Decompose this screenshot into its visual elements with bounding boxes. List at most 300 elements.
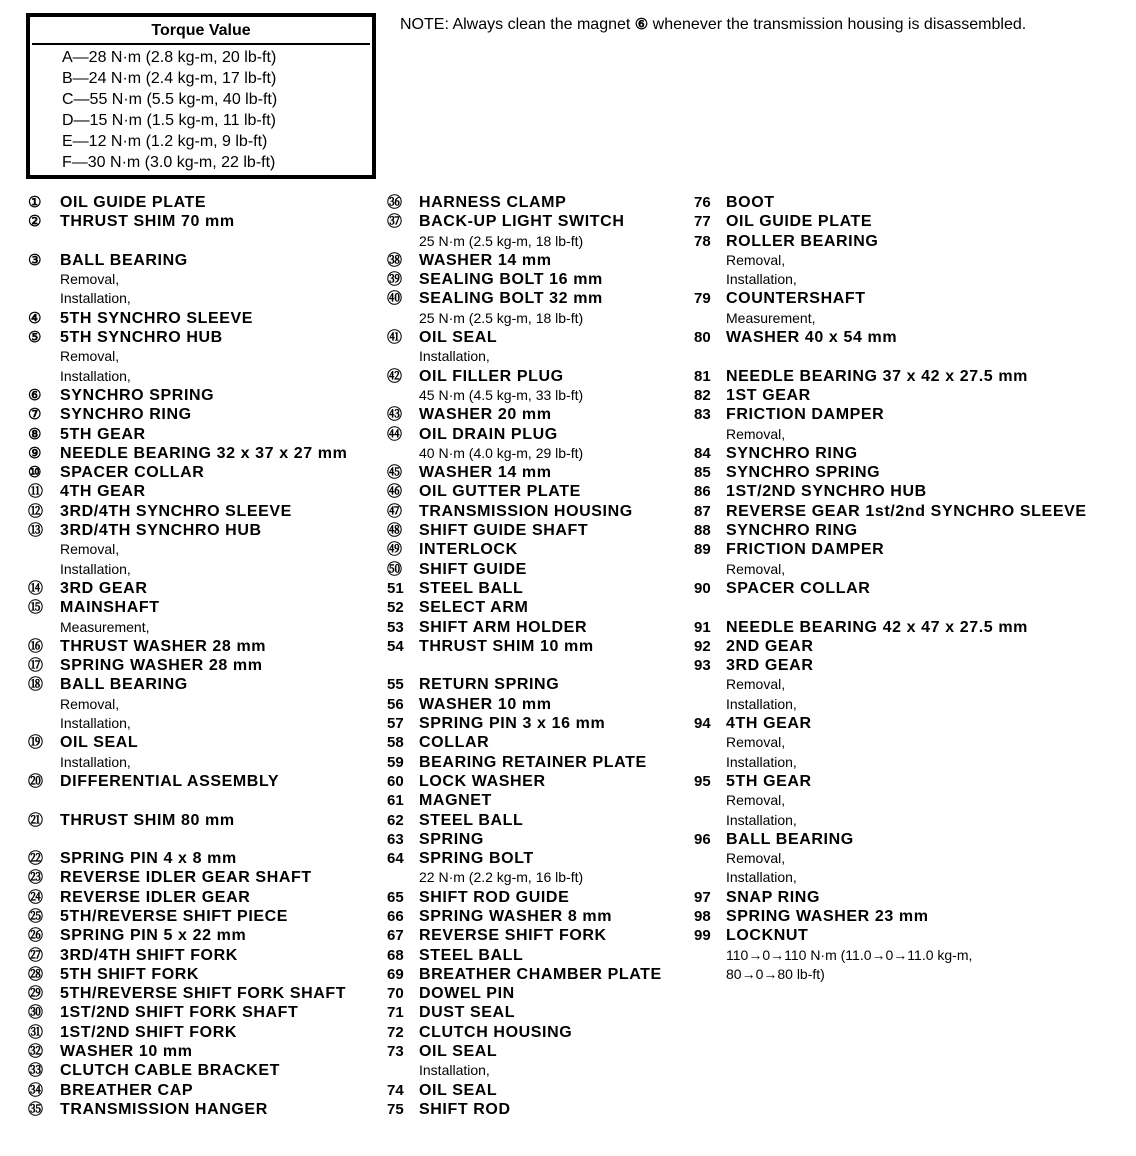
part-number: ⑨ [28, 444, 42, 462]
part-name: 5TH SYNCHRO HUB [60, 329, 223, 347]
part-item [28, 811, 347, 830]
list-spacer [28, 830, 347, 849]
part-number: ㉚ [28, 1004, 44, 1022]
part-number: 62 [387, 811, 404, 829]
part-name: SPACER COLLAR [60, 464, 205, 482]
part-number: ⑦ [28, 406, 42, 424]
part-number: ㊹ [387, 425, 403, 443]
part-item [387, 907, 662, 926]
torque-row: F—30 N·m (3.0 kg-m, 22 lb-ft) [62, 154, 276, 171]
part-item [28, 926, 347, 945]
part-name: OIL GUTTER PLATE [419, 483, 581, 501]
part-number: ㉗ [28, 946, 44, 964]
part-item [387, 1081, 662, 1100]
part-item [28, 907, 347, 926]
part-item [28, 946, 347, 965]
part-number: 58 [387, 734, 404, 752]
part-number: 94 [694, 715, 711, 733]
part-detail: Removal, [60, 695, 120, 712]
list-spacer [28, 791, 347, 810]
part-item [28, 675, 347, 733]
part-detail: 110→0→110 N·m (11.0→0→11.0 kg-m, [726, 946, 973, 963]
part-number: 80 [694, 329, 711, 347]
part-name: SELECT ARM [419, 599, 529, 617]
part-number: 67 [387, 927, 404, 945]
part-number: ㊲ [387, 213, 403, 231]
part-number: 92 [694, 637, 711, 655]
part-detail: Measurement, [726, 309, 816, 326]
part-item [387, 984, 662, 1003]
part-name: DOWEL PIN [419, 985, 515, 1003]
part-number: 91 [694, 618, 711, 636]
part-item [28, 984, 347, 1003]
part-name: BACK-UP LIGHT SWITCH [419, 213, 625, 231]
part-item [387, 482, 662, 501]
part-number: 54 [387, 637, 404, 655]
part-item [28, 502, 347, 521]
part-number: 81 [694, 367, 711, 385]
part-number: ㉑ [28, 811, 44, 829]
part-number: 73 [387, 1043, 404, 1061]
part-detail: Measurement, [60, 618, 150, 635]
part-number: 96 [694, 830, 711, 848]
part-item [28, 1081, 347, 1100]
part-name: SEALING BOLT 32 mm [419, 290, 603, 308]
part-item [387, 772, 662, 791]
part-name: WASHER 14 mm [419, 464, 552, 482]
part-item [694, 926, 1087, 984]
part-number: ③ [28, 251, 42, 269]
part-name: SPRING PIN 3 x 16 mm [419, 715, 606, 733]
part-detail: Installation, [726, 869, 797, 886]
part-item [387, 579, 662, 598]
part-item [694, 367, 1087, 386]
part-name: LOCKNUT [726, 927, 809, 945]
part-item [387, 212, 662, 251]
part-item [694, 463, 1087, 482]
part-item [28, 637, 347, 656]
part-name: OIL SEAL [419, 1043, 498, 1061]
part-number: 77 [694, 213, 711, 231]
part-name: WASHER 20 mm [419, 406, 552, 424]
part-name: SEALING BOLT 16 mm [419, 271, 603, 289]
part-number: ㉛ [28, 1023, 44, 1041]
part-item [694, 405, 1087, 444]
part-name: WASHER 10 mm [60, 1043, 193, 1061]
part-number: 61 [387, 792, 404, 810]
part-number: ⑱ [28, 676, 44, 694]
part-detail: 25 N·m (2.5 kg-m, 18 lb-ft) [419, 232, 584, 249]
part-number: ㉔ [28, 888, 44, 906]
part-number: ⑤ [28, 329, 42, 347]
part-detail: Installation, [60, 560, 131, 577]
parts-list-column-3 [694, 193, 1087, 984]
part-number: ㉖ [28, 927, 44, 945]
part-name: TRANSMISSION HANGER [60, 1100, 268, 1118]
part-number: 97 [694, 888, 711, 906]
parts-list-column-2 [387, 193, 662, 1119]
part-name: 3RD GEAR [60, 579, 148, 597]
part-number: 95 [694, 772, 711, 790]
part-name: CLUTCH CABLE BRACKET [60, 1062, 280, 1080]
part-name: BEARING RETAINER PLATE [419, 753, 647, 771]
part-number: ㊼ [387, 502, 403, 520]
part-item [387, 637, 662, 656]
part-number: 99 [694, 927, 711, 945]
part-number: ㊴ [387, 271, 403, 289]
part-name: SPRING WASHER 28 mm [60, 657, 263, 675]
part-item [28, 309, 347, 328]
part-number: 59 [387, 753, 404, 771]
part-name: 3RD/4TH SYNCHRO SLEEVE [60, 502, 292, 520]
part-name: SPRING WASHER 8 mm [419, 907, 613, 925]
part-number: 85 [694, 464, 711, 482]
part-number: 86 [694, 483, 711, 501]
part-name: STEEL BALL [419, 579, 524, 597]
part-number: ⑯ [28, 637, 44, 655]
part-number: 82 [694, 386, 711, 404]
part-name: WASHER 14 mm [419, 251, 552, 269]
part-name: 5TH/REVERSE SHIFT PIECE [60, 907, 289, 925]
part-number: ㊳ [387, 251, 403, 269]
part-name: SHIFT ROD GUIDE [419, 888, 570, 906]
part-item [694, 714, 1087, 772]
part-item [694, 540, 1087, 579]
part-number: 89 [694, 541, 711, 559]
part-number: 88 [694, 522, 711, 540]
part-item [387, 849, 662, 888]
part-item [28, 1061, 347, 1080]
part-item [387, 598, 662, 617]
part-number: 71 [387, 1004, 404, 1022]
part-name: 4TH GEAR [60, 483, 146, 501]
part-name: 3RD GEAR [726, 657, 814, 675]
part-number: 53 [387, 618, 404, 636]
parts-list-column-1 [28, 193, 347, 1119]
part-name: BALL BEARING [60, 251, 188, 269]
part-name: MAINSHAFT [60, 599, 160, 617]
part-detail: Installation, [60, 753, 131, 770]
part-number: ㊾ [387, 541, 403, 559]
part-name: CLUTCH HOUSING [419, 1023, 573, 1041]
part-number: ㊿ [387, 560, 403, 578]
part-number: 69 [387, 965, 404, 983]
part-name: SYNCHRO SPRING [60, 386, 215, 404]
part-item [694, 521, 1087, 540]
part-item [28, 212, 347, 231]
part-item [387, 270, 662, 289]
part-name: SPRING PIN 4 x 8 mm [60, 850, 237, 868]
part-number: ㊶ [387, 329, 403, 347]
part-number: 79 [694, 290, 711, 308]
part-number: 57 [387, 715, 404, 733]
part-number: 63 [387, 830, 404, 848]
part-name: HARNESS CLAMP [419, 194, 567, 211]
part-item [694, 618, 1087, 637]
part-name: 5TH GEAR [726, 772, 812, 790]
part-detail: Installation, [419, 1062, 490, 1079]
part-item [694, 502, 1087, 521]
part-item [387, 425, 662, 464]
part-name: ROLLER BEARING [726, 232, 879, 250]
part-number: ⑲ [28, 734, 44, 752]
part-number: ⑧ [28, 425, 42, 443]
part-name: REVERSE IDLER GEAR [60, 888, 251, 906]
part-name: 3RD/4TH SYNCHRO HUB [60, 522, 262, 540]
part-name: SHIFT ARM HOLDER [419, 618, 588, 636]
part-item [28, 868, 347, 887]
part-detail: 45 N·m (4.5 kg-m, 33 lb-ft) [419, 386, 584, 403]
note-after: whenever the transmission housing is disassembled. [648, 16, 1027, 33]
part-number: ⑪ [28, 483, 44, 501]
part-number: ㊵ [387, 290, 403, 308]
part-item [28, 733, 347, 772]
part-name: OIL FILLER PLUG [419, 367, 564, 385]
part-name: MAGNET [419, 792, 492, 810]
part-number: ㉟ [28, 1100, 44, 1118]
part-item [387, 560, 662, 579]
part-detail: 80→0→80 lb-ft) [726, 965, 825, 982]
part-number: 83 [694, 406, 711, 424]
part-item [28, 251, 347, 309]
part-number: ㊷ [387, 367, 403, 385]
part-number: ⑭ [28, 579, 44, 597]
part-name: INTERLOCK [419, 541, 518, 559]
part-item [28, 1100, 347, 1119]
part-name: COUNTERSHAFT [726, 290, 866, 308]
part-number: ㉝ [28, 1062, 44, 1080]
part-number: ④ [28, 309, 42, 327]
part-item [28, 656, 347, 675]
part-number: 52 [387, 599, 404, 617]
part-detail: Removal, [60, 541, 120, 558]
part-name: STEEL BALL [419, 811, 524, 829]
part-item [28, 579, 347, 598]
part-number: ㊱ [387, 194, 403, 211]
torque-rows [30, 45, 372, 173]
part-number: ⑥ [28, 386, 42, 404]
part-name: WASHER 10 mm [419, 695, 552, 713]
part-detail: Installation, [60, 290, 131, 307]
part-name: BALL BEARING [726, 830, 854, 848]
part-number: ⑳ [28, 772, 44, 790]
part-number: ⑫ [28, 502, 44, 520]
torque-row: E—12 N·m (1.2 kg-m, 9 lb-ft) [62, 133, 268, 150]
part-item [387, 946, 662, 965]
part-name: REVERSE SHIFT FORK [419, 927, 607, 945]
part-name: THRUST WASHER 28 mm [60, 637, 267, 655]
part-item [28, 888, 347, 907]
part-name: SYNCHRO RING [726, 522, 858, 540]
part-name: 3RD/4TH SHIFT FORK [60, 946, 238, 964]
part-name: FRICTION DAMPER [726, 541, 885, 559]
part-item [28, 425, 347, 444]
part-item [694, 386, 1087, 405]
list-spacer [387, 656, 662, 675]
part-item [28, 193, 347, 212]
part-number: 87 [694, 502, 711, 520]
part-name: NEEDLE BEARING 37 x 42 x 27.5 mm [726, 367, 1028, 385]
note-text [400, 14, 1100, 36]
part-name: BALL BEARING [60, 676, 188, 694]
part-item [387, 888, 662, 907]
part-number: 65 [387, 888, 404, 906]
part-detail: Installation, [60, 367, 131, 384]
part-detail: Removal, [726, 425, 786, 442]
part-detail: Removal, [726, 792, 786, 809]
part-item [387, 714, 662, 733]
part-number: ㉜ [28, 1043, 44, 1061]
part-name: REVERSE IDLER GEAR SHAFT [60, 869, 312, 887]
part-detail: Removal, [60, 348, 120, 365]
list-spacer [28, 232, 347, 251]
part-name: DUST SEAL [419, 1004, 516, 1022]
part-name: 1ST/2ND SHIFT FORK SHAFT [60, 1004, 299, 1022]
part-item [694, 656, 1087, 714]
part-name: SPRING [419, 830, 484, 848]
part-item [694, 830, 1087, 888]
part-number: 55 [387, 676, 404, 694]
part-name: 5TH/REVERSE SHIFT FORK SHAFT [60, 985, 347, 1003]
part-number: 93 [694, 657, 711, 675]
part-number: ㉞ [28, 1081, 44, 1099]
part-detail: 40 N·m (4.0 kg-m, 29 lb-ft) [419, 444, 584, 461]
part-item [694, 772, 1087, 830]
part-item [28, 1042, 347, 1061]
part-number: 60 [387, 772, 404, 790]
part-number: ⑩ [28, 464, 42, 482]
part-item [694, 212, 1087, 231]
part-number: 51 [387, 579, 404, 597]
part-item [387, 251, 662, 270]
part-number: ⑮ [28, 599, 44, 617]
part-name: BREATHER CHAMBER PLATE [419, 965, 662, 983]
list-spacer [694, 347, 1087, 366]
part-name: THRUST SHIM 80 mm [60, 811, 235, 829]
part-item [387, 1023, 662, 1042]
part-item [387, 675, 662, 694]
part-item [387, 733, 662, 752]
list-spacer [694, 598, 1087, 617]
part-number: ㊽ [387, 522, 403, 540]
part-name: SNAP RING [726, 888, 821, 906]
part-item [387, 618, 662, 637]
part-name: OIL SEAL [60, 734, 139, 752]
part-name: 1ST GEAR [726, 386, 811, 404]
part-detail: Removal, [726, 560, 786, 577]
part-name: OIL SEAL [419, 1081, 498, 1099]
part-detail: Installation, [726, 695, 797, 712]
part-number: ㉒ [28, 850, 44, 868]
part-name: STEEL BALL [419, 946, 524, 964]
part-name: 5TH GEAR [60, 425, 146, 443]
part-item [387, 791, 662, 810]
torque-row: B—24 N·m (2.4 kg-m, 17 lb-ft) [62, 70, 277, 87]
part-item [694, 482, 1087, 501]
part-item [694, 289, 1087, 328]
part-detail: Removal, [726, 676, 786, 693]
part-detail: Removal, [726, 251, 786, 268]
part-name: 5TH SHIFT FORK [60, 965, 200, 983]
part-item [387, 1042, 662, 1081]
part-name: SPRING WASHER 23 mm [726, 907, 929, 925]
part-item [694, 888, 1087, 907]
part-name: 5TH SYNCHRO SLEEVE [60, 309, 254, 327]
part-detail: Installation, [60, 715, 131, 732]
part-number: ② [28, 213, 42, 231]
part-name: THRUST SHIM 70 mm [60, 213, 235, 231]
part-item [28, 405, 347, 424]
part-item [387, 193, 662, 212]
part-name: OIL GUIDE PLATE [60, 194, 207, 211]
part-name: WASHER 40 x 54 mm [726, 329, 898, 347]
part-item [694, 579, 1087, 598]
torque-row: C—55 N·m (5.5 kg-m, 40 lb-ft) [62, 91, 278, 108]
part-detail: Installation, [726, 271, 797, 288]
part-name: RETURN SPRING [419, 676, 560, 694]
part-number: 90 [694, 579, 711, 597]
part-name: NEEDLE BEARING 32 x 37 x 27 mm [60, 444, 348, 462]
part-number: 84 [694, 444, 711, 462]
part-item [28, 965, 347, 984]
part-name: SHIFT GUIDE [419, 560, 527, 578]
part-detail: 22 N·m (2.2 kg-m, 16 lb-ft) [419, 869, 584, 886]
part-item [28, 482, 347, 501]
part-item [694, 907, 1087, 926]
note-before: NOTE: Always clean the magnet [400, 16, 635, 33]
part-item [28, 1003, 347, 1022]
part-name: TRANSMISSION HOUSING [419, 502, 633, 520]
part-name: COLLAR [419, 734, 490, 752]
part-name: 1ST/2ND SYNCHRO HUB [726, 483, 927, 501]
part-number: 98 [694, 907, 711, 925]
part-item [387, 965, 662, 984]
torque-table-title: Torque Value [32, 17, 370, 45]
part-name: REVERSE GEAR 1st/2nd SYNCHRO SLEEVE [726, 502, 1087, 520]
part-number: 76 [694, 194, 711, 211]
part-number: 75 [387, 1100, 404, 1118]
part-item [694, 444, 1087, 463]
part-name: SHIFT ROD [419, 1100, 511, 1118]
part-number: 74 [387, 1081, 404, 1099]
part-detail: Removal, [60, 271, 120, 288]
torque-row: D—15 N·m (1.5 kg-m, 11 lb-ft) [62, 112, 276, 129]
part-item [694, 637, 1087, 656]
part-item [28, 598, 347, 637]
part-item [387, 753, 662, 772]
part-number: ㊸ [387, 406, 403, 424]
part-number: 68 [387, 946, 404, 964]
part-detail: Installation, [726, 753, 797, 770]
part-item [387, 540, 662, 559]
part-number: ⑬ [28, 522, 44, 540]
part-name: SHIFT GUIDE SHAFT [419, 522, 589, 540]
part-detail: Removal, [726, 734, 786, 751]
part-number: ① [28, 194, 42, 211]
part-detail: Installation, [419, 348, 490, 365]
part-number: ⑰ [28, 657, 44, 675]
part-item [28, 444, 347, 463]
part-name: SYNCHRO RING [60, 406, 192, 424]
part-item [387, 289, 662, 328]
part-item [387, 1100, 662, 1119]
part-item [28, 849, 347, 868]
part-number: ㉘ [28, 965, 44, 983]
part-item [28, 1023, 347, 1042]
part-item [387, 830, 662, 849]
part-name: SYNCHRO SPRING [726, 464, 881, 482]
torque-row: A—28 N·m (2.8 kg-m, 20 lb-ft) [62, 49, 277, 66]
